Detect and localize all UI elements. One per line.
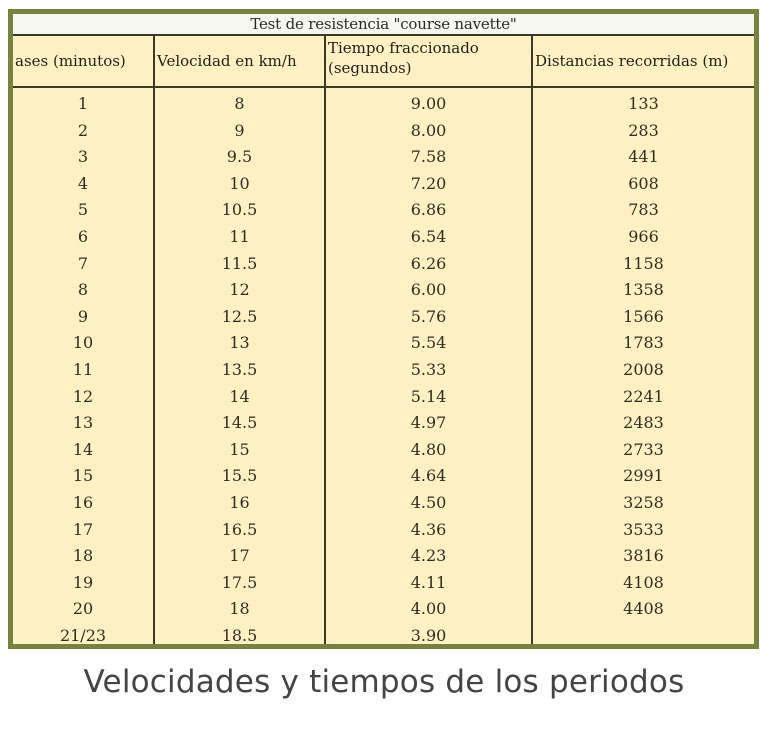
cell-velocidad: 16.5 xyxy=(221,519,258,539)
cell-distancia: 1358 xyxy=(623,280,664,300)
cell-distancia: 2733 xyxy=(623,439,664,459)
cell-velocidad: 16 xyxy=(229,492,250,512)
cell-tiempo: 6.26 xyxy=(410,253,447,273)
image-caption: Velocidades y tiempos de los periodos xyxy=(83,664,685,700)
cell-fase: 5 xyxy=(77,200,89,220)
cell-distancia: 3258 xyxy=(623,492,664,512)
cell-fase: 7 xyxy=(77,253,89,273)
table-row xyxy=(13,437,754,464)
cell-fase: 20 xyxy=(72,599,94,619)
cell-velocidad: 18 xyxy=(229,599,250,619)
table-body xyxy=(13,91,754,649)
table-row xyxy=(13,197,754,224)
cell-tiempo: 6.00 xyxy=(410,280,447,300)
cell-tiempo: 5.76 xyxy=(410,306,447,326)
cell-tiempo: 4.50 xyxy=(410,492,447,512)
table-row xyxy=(13,330,754,357)
cell-distancia: 2991 xyxy=(623,466,664,486)
cell-distancia: 4108 xyxy=(623,572,664,592)
cell-fase: 21/23 xyxy=(59,625,107,645)
cell-velocidad: 12 xyxy=(229,280,250,300)
header-tiempo xyxy=(328,36,531,88)
cell-distancia: 283 xyxy=(628,120,659,140)
cell-fase: 19 xyxy=(72,572,94,592)
table-row xyxy=(13,623,754,649)
table-row xyxy=(13,118,754,145)
table-header-row xyxy=(13,36,754,88)
cell-tiempo: 4.97 xyxy=(410,413,447,433)
cell-velocidad: 17 xyxy=(229,546,250,566)
table-row xyxy=(13,171,754,198)
cell-distancia: 133 xyxy=(628,94,659,113)
cell-distancia: 1158 xyxy=(623,253,664,273)
cell-fase: 17 xyxy=(72,519,94,539)
course-navette-table xyxy=(8,9,759,649)
cell-velocidad: 9 xyxy=(234,120,245,140)
cell-distancia: 1783 xyxy=(623,333,664,353)
table-row xyxy=(13,490,754,517)
table-row xyxy=(13,384,754,411)
cell-distancia: 3816 xyxy=(623,546,664,566)
table-row xyxy=(13,596,754,623)
cell-velocidad: 8 xyxy=(234,94,245,113)
table-row xyxy=(13,543,754,570)
table-row xyxy=(13,144,754,171)
cell-distancia: 608 xyxy=(628,173,659,193)
table-row xyxy=(13,224,754,251)
cell-tiempo: 4.11 xyxy=(410,572,447,592)
cell-tiempo: 7.20 xyxy=(410,173,447,193)
cell-fase: 8 xyxy=(77,280,89,300)
cell-velocidad: 15.5 xyxy=(221,466,258,486)
cell-fase: 1 xyxy=(77,94,89,113)
header-fases: ases (minutos) xyxy=(15,52,126,70)
table-row xyxy=(13,463,754,490)
cell-distancia: 2483 xyxy=(623,413,664,433)
table-row xyxy=(13,251,754,278)
cell-distancia: 3533 xyxy=(623,519,664,539)
cell-tiempo: 7.58 xyxy=(410,147,447,167)
cell-fase: 4 xyxy=(77,173,89,193)
cell-tiempo: 6.54 xyxy=(410,226,447,246)
cell-velocidad: 10.5 xyxy=(221,200,258,220)
cell-fase: 6 xyxy=(77,226,89,246)
cell-velocidad: 17.5 xyxy=(221,572,258,592)
cell-tiempo: 4.36 xyxy=(410,519,447,539)
table-row xyxy=(13,410,754,437)
cell-tiempo: 9.00 xyxy=(410,94,447,113)
cell-distancia: 2008 xyxy=(623,359,664,379)
cell-fase: 18 xyxy=(72,546,94,566)
cell-fase: 9 xyxy=(77,306,89,326)
cell-tiempo: 5.54 xyxy=(410,333,447,353)
cell-fase: 10 xyxy=(72,333,94,353)
cell-tiempo: 6.86 xyxy=(410,200,447,220)
header-velocidad: Velocidad en km/h xyxy=(157,52,297,70)
cell-velocidad: 13.5 xyxy=(221,359,258,379)
table-row xyxy=(13,304,754,331)
table-row xyxy=(13,277,754,304)
cell-fase: 16 xyxy=(72,492,94,512)
table-row xyxy=(13,91,754,118)
cell-distancia: 4408 xyxy=(623,599,664,619)
cell-velocidad: 14.5 xyxy=(221,413,258,433)
header-tiempo-line1: Tiempo fraccionado xyxy=(328,39,479,57)
table-row xyxy=(13,570,754,597)
cell-tiempo: 3.90 xyxy=(410,625,447,645)
cell-fase: 3 xyxy=(77,147,89,167)
cell-tiempo: 4.64 xyxy=(410,466,447,486)
cell-velocidad: 15 xyxy=(229,439,250,459)
header-tiempo-line2: (segundos) xyxy=(328,59,412,77)
cell-distancia xyxy=(533,623,754,649)
cell-velocidad: 13 xyxy=(229,333,250,353)
header-distancias: Distancias recorridas (m) xyxy=(535,52,729,70)
table-row xyxy=(13,357,754,384)
cell-tiempo: 4.23 xyxy=(410,546,447,566)
cell-distancia: 966 xyxy=(628,226,659,246)
cell-distancia: 441 xyxy=(628,147,659,167)
cell-distancia: 2241 xyxy=(623,386,664,406)
cell-fase: 14 xyxy=(72,439,94,459)
cell-velocidad: 14 xyxy=(229,386,250,406)
cell-velocidad: 11 xyxy=(229,226,250,246)
table-row xyxy=(13,517,754,544)
cell-tiempo: 5.14 xyxy=(410,386,447,406)
cell-fase: 15 xyxy=(72,466,94,486)
table-title: Test de resistencia "course navette" xyxy=(13,14,754,36)
cell-fase: 2 xyxy=(77,120,89,140)
cell-velocidad: 12.5 xyxy=(221,306,258,326)
cell-fase: 12 xyxy=(72,386,94,406)
cell-fase: 11 xyxy=(72,359,94,379)
cell-velocidad: 10 xyxy=(229,173,250,193)
cell-tiempo: 8.00 xyxy=(410,120,447,140)
cell-distancia: 783 xyxy=(628,200,659,220)
cell-tiempo: 4.80 xyxy=(410,439,447,459)
cell-velocidad: 11.5 xyxy=(221,253,258,273)
cell-velocidad: 9.5 xyxy=(226,147,253,167)
cell-fase: 13 xyxy=(72,413,94,433)
cell-velocidad: 18.5 xyxy=(221,625,258,645)
cell-tiempo: 5.33 xyxy=(410,359,447,379)
cell-tiempo: 4.00 xyxy=(410,599,447,619)
cell-distancia: 1566 xyxy=(623,306,664,326)
